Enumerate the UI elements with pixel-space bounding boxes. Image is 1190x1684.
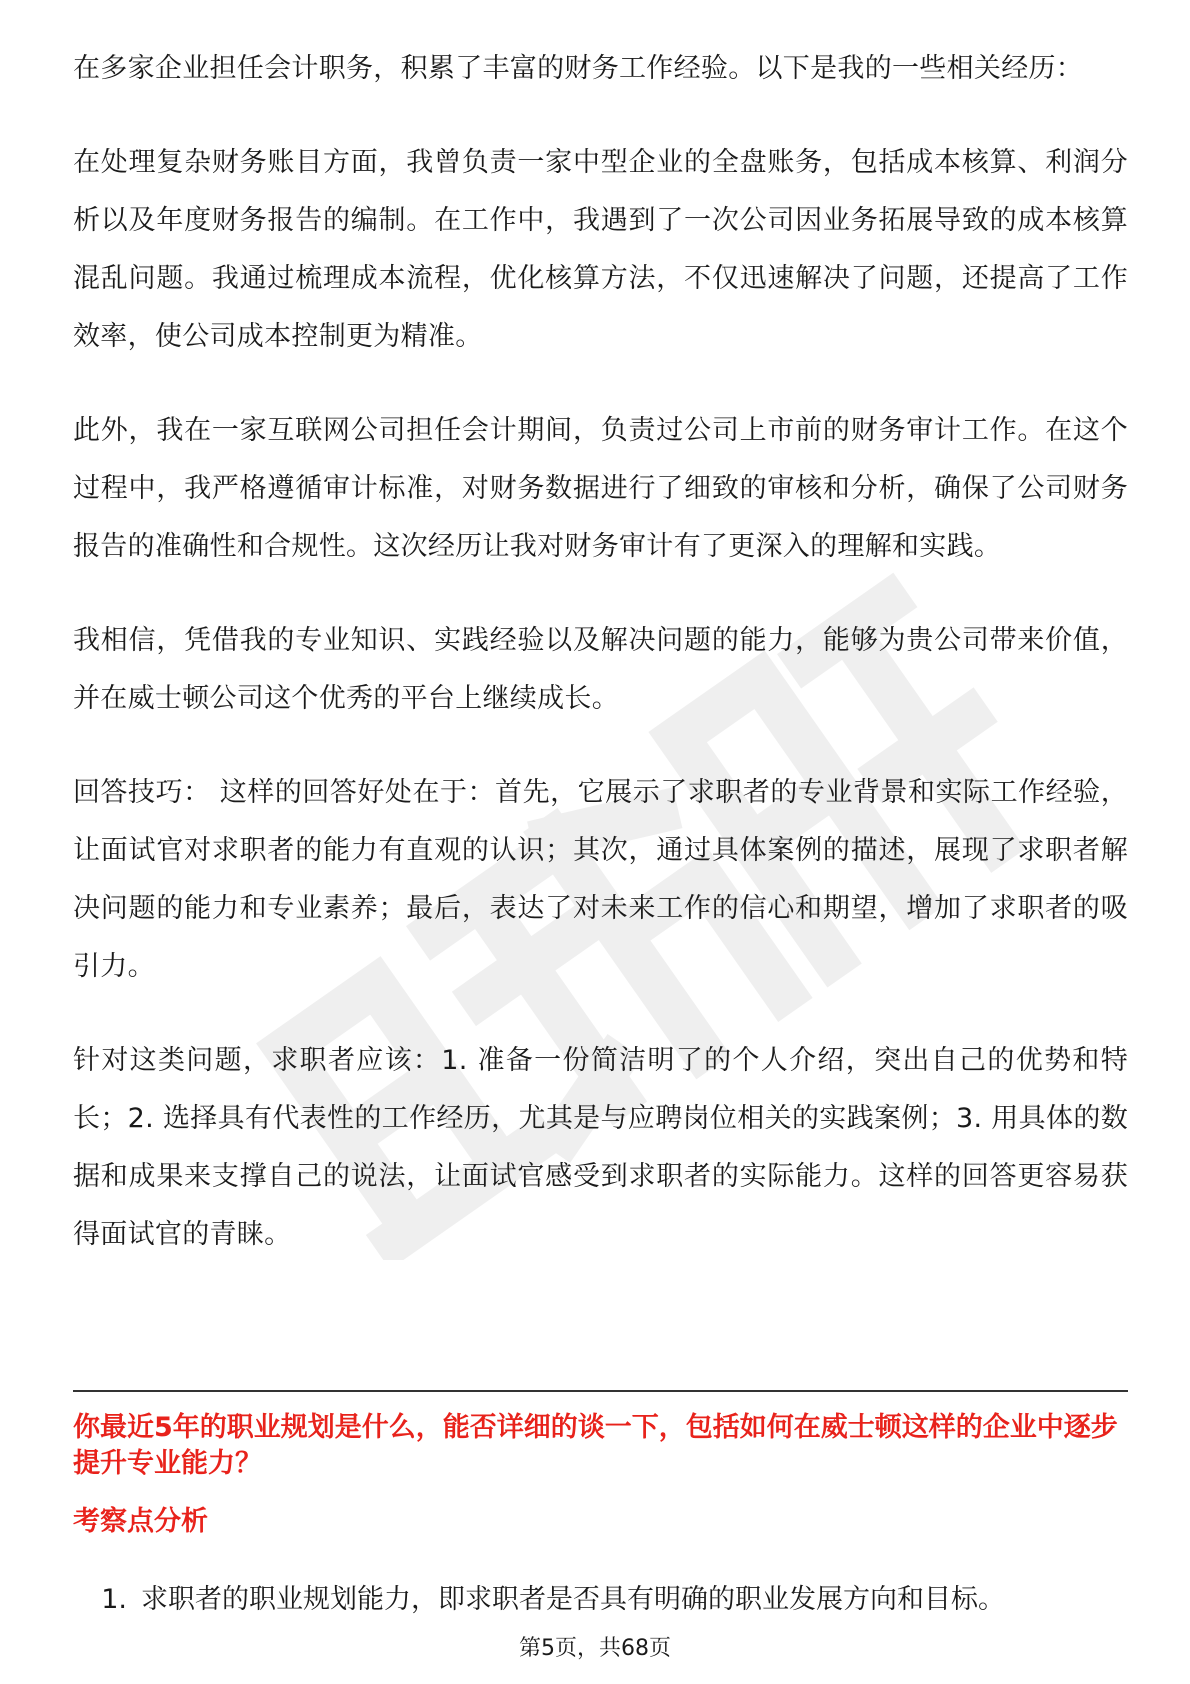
analysis-heading: 考察点分析 <box>73 1506 208 1537</box>
section-divider <box>73 1390 1128 1392</box>
paragraph-cost-accounting: 在处理复杂财务账目方面，我曾负责一家中型企业的全盘账务，包括成本核算、利润分析以及年度财务报告的编制。在工作中，我遇到了一次公司因业务拓展导致的成本核算混乱问题。我通过梳理成本流程，优化核算方法，不仅迅速解决了问题，还提高了工作效率，使公司成本控制更为精准。 <box>73 147 1128 352</box>
list-item-number: 1. <box>101 1584 127 1615</box>
paragraph-advice: 针对这类问题，求职者应该：1. 准备一份简洁明了的个人介绍，突出自己的优势和特长；2. 选择具有代表性的工作经历，尤其是与应聘岗位相关的实践案例；3. 用具体的数据和成果来支撑自己的说法，让面试官感受到求职者的实际能力。这样的回答更容易获得面试官的青睐。 <box>73 1045 1128 1250</box>
analysis-list <box>73 1582 1128 1618</box>
list-item-text: 求职者的职业规划能力，即求职者是否具有明确的职业发展方向和目标。 <box>141 1584 1005 1615</box>
paragraph-audit-experience: 此外，我在一家互联网公司担任会计期间，负责过公司上市前的财务审计工作。在这个过程中，我严格遵循审计标准，对财务数据进行了细致的审核和分析，确保了公司财务报告的准确性和合规性。这次经历让我对财务审计有了更深入的理解和实践。 <box>73 415 1128 562</box>
paragraph-closing: 我相信，凭借我的专业知识、实践经验以及解决问题的能力，能够为贵公司带来价值，并在威士顿公司这个优秀的平台上继续成长。 <box>73 625 1128 714</box>
document-body <box>73 40 1128 1300</box>
question-heading: 你最近5年的职业规划是什么，能否详细的谈一下，包括如何在威士顿这样的企业中逐步提升专业能力？ <box>73 1412 1118 1479</box>
paragraph-answer-tips: 回答技巧： 这样的回答好处在于：首先，它展示了求职者的专业背景和实际工作经验，让面试官对求职者的能力有直观的认识；其次，通过具体案例的描述，展现了求职者解决问题的能力和专业素养；最后，表达了对未来工作的信心和期望，增加了求职者的吸引力。 <box>73 777 1128 982</box>
page-footer: 第5页，共68页 <box>519 1636 671 1661</box>
paragraph-experience-intro: 在多家企业担任会计职务，积累了丰富的财务工作经验。以下是我的一些相关经历： <box>73 53 1084 84</box>
list-item <box>73 1582 1128 1618</box>
